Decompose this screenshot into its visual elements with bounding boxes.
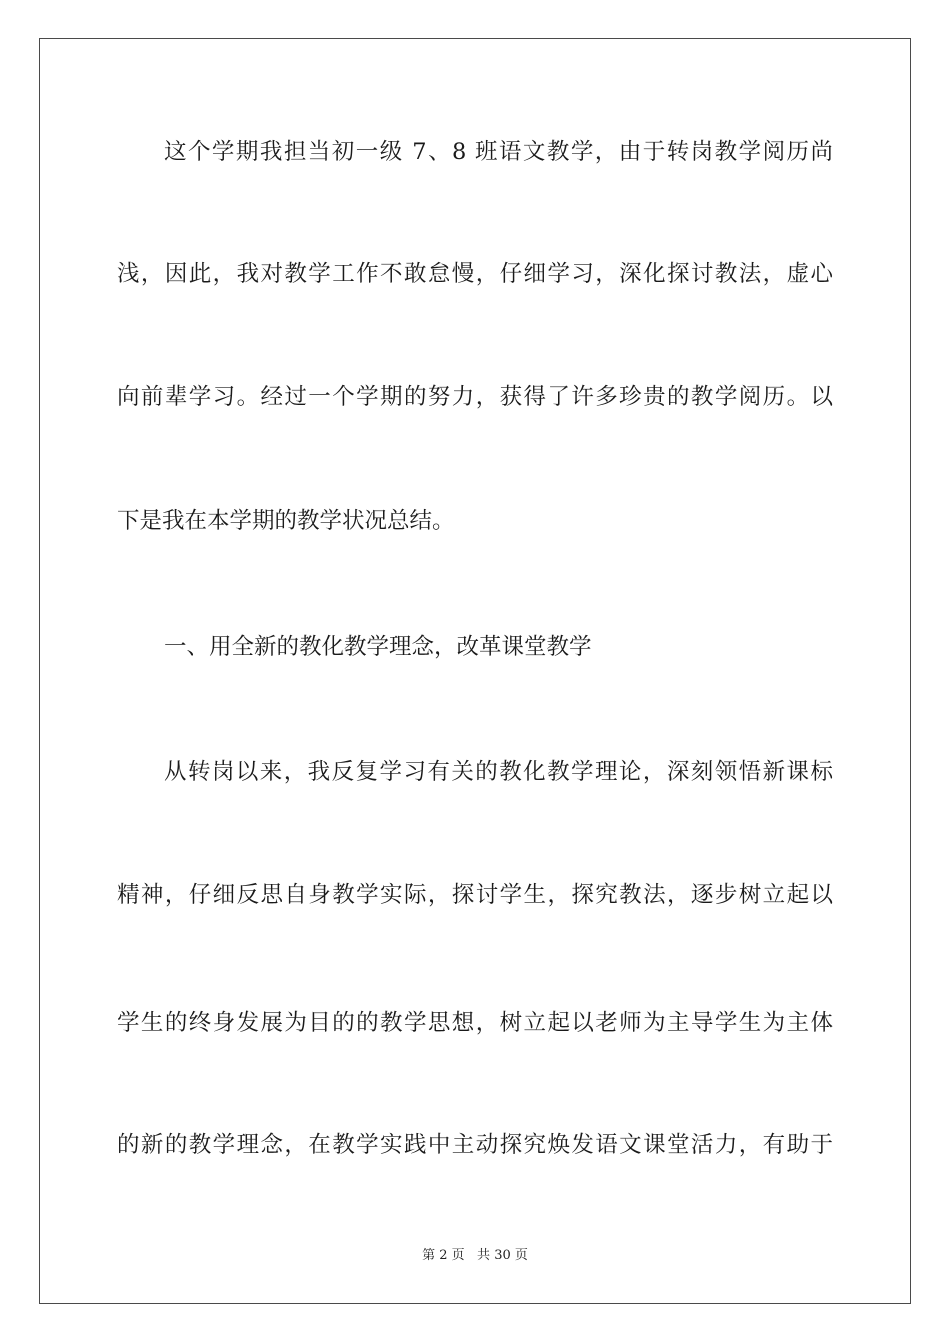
paragraph-1-line-1: 这个学期我担当初一级 7、8 班语文教学，由于转岗教学阅历尚 [164, 139, 833, 165]
paragraph-2-line-1: 从转岗以来，我反复学习有关的教化教学理论，深刻领悟新课标 [164, 759, 833, 785]
paragraph-2-line-4: 的新的教学理念，在教学实践中主动探究焕发语文课堂活力，有助于 [117, 1132, 833, 1158]
paragraph-1-line-4: 下是我在本学期的教学状况总结。 [117, 508, 455, 534]
paragraph-1-line-2: 浅，因此，我对教学工作不敢怠慢，仔细学习，深化探讨教法，虚心 [117, 261, 833, 287]
page-border [39, 38, 911, 1304]
paragraph-2-line-3: 学生的终身发展为目的的教学思想，树立起以老师为主导学生为主体 [117, 1010, 833, 1036]
page-number: 第 2 页 共 30 页 [422, 1248, 528, 1263]
paragraph-1-line-3: 向前辈学习。经过一个学期的努力，获得了许多珍贵的教学阅历。以 [117, 384, 833, 410]
paragraph-2-line-2: 精神，仔细反思自身教学实际，探讨学生，探究教法，逐步树立起以 [117, 882, 833, 908]
section-heading: 一、用全新的教化教学理念，改革课堂教学 [164, 634, 592, 660]
